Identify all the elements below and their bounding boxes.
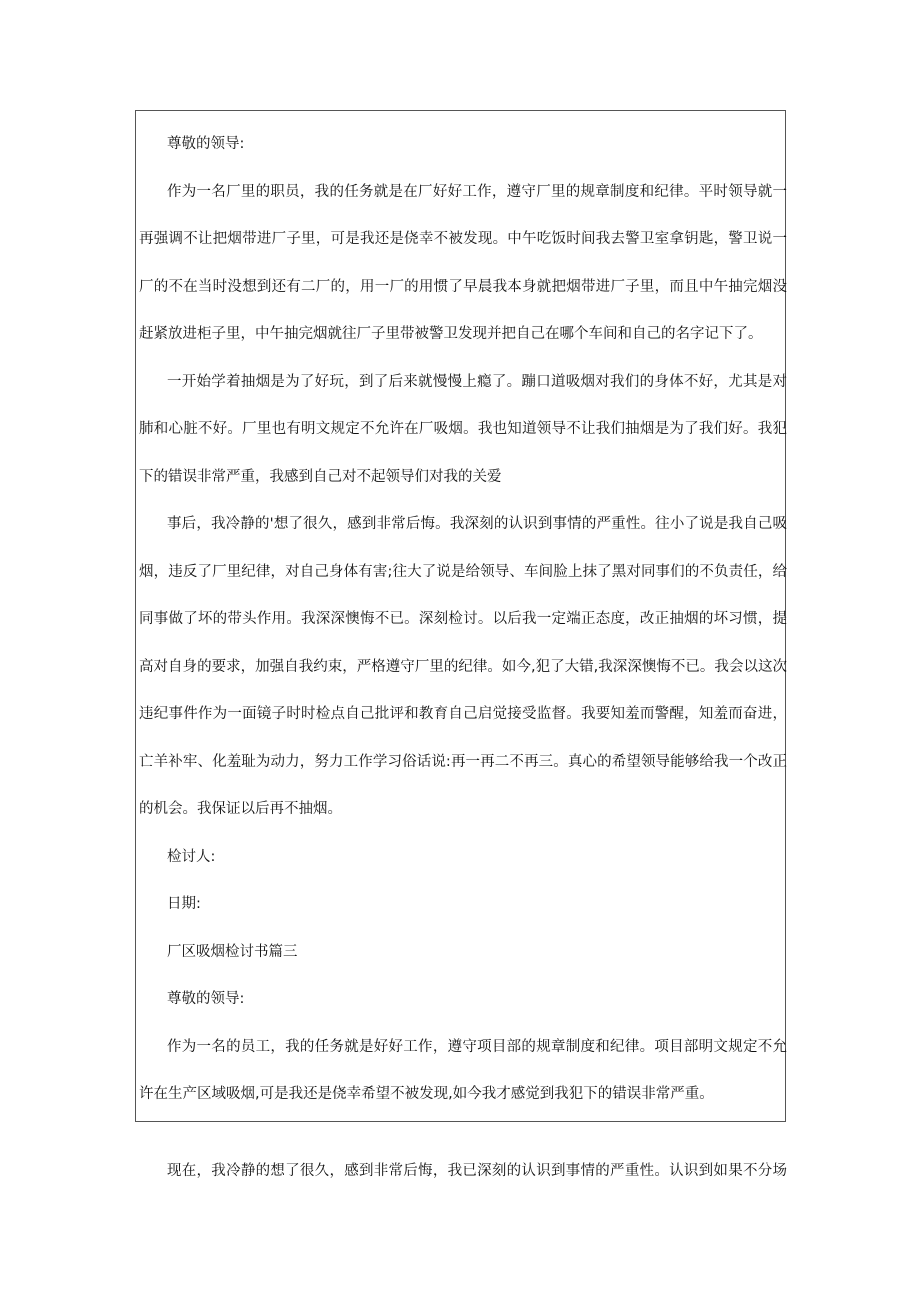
paragraph-line: 肺和心脏不好。厂里也有明文规定不允许在厂吸烟。我也知道领导不让我们抽烟是为了我们好。我犯 xyxy=(139,421,787,437)
paragraph-line: 作为一名的员工，我的任务就是好好工作，遵守项目部的规章制度和纪律。项目部明文规定不允 xyxy=(167,1039,787,1055)
paragraph-line: 下的错误非常严重，我感到自己对不起领导们对我的关爱 xyxy=(139,469,502,485)
paragraph-line: 作为一名厂里的职员，我的任务就是在厂好好工作，遵守厂里的规章制度和纪律。平时领导就一 xyxy=(167,184,787,200)
paragraph-line-after-frame: 现在，我冷静的想了很久，感到非常后悔，我已深刻的认识到事情的严重性。认识到如果不分场 xyxy=(167,1163,787,1179)
paragraph-line: 违纪事件作为一面镜子时时检点自己批评和教育自己启觉接受监督。我要知羞而警醒，知羞而奋进， xyxy=(139,706,787,722)
date-label: 日期: xyxy=(167,896,201,912)
paragraph-line: 高对自身的要求，加强自我约束，严格遵守厂里的纪律。如今,犯了大错,我深深懊悔不已。我会以这次 xyxy=(139,659,787,675)
paragraph-line: 再强调不让把烟带进厂子里，可是我还是侥幸不被发现。中午吃饭时间我去警卫室拿钥匙，警卫说一 xyxy=(139,231,787,247)
paragraph-line: 的机会。我保证以后再不抽烟。 xyxy=(139,801,342,817)
paragraph-line: 厂的不在当时没想到还有二厂的，用一厂的用惯了早晨我本身就把烟带进厂子里，而且中午抽完烟没 xyxy=(139,279,787,295)
salutation: 尊敬的领导: xyxy=(167,991,245,1007)
salutation: 尊敬的领导: xyxy=(167,136,245,152)
paragraph-line: 赶紧放进柜子里，中午抽完烟就往厂子里带被警卫发现并把自己在哪个车间和自己的名字记下了。 xyxy=(139,326,763,342)
paragraph-line: 烟，违反了厂里纪律，对自己身体有害;往大了说是给领导、车间脸上抹了黑对同事们的不负责任，给 xyxy=(139,564,787,580)
paragraph-line: 亡羊补牢、化羞耻为动力，努力工作学习俗话说:再一再二不再三。真心的希望领导能够给我一个改正 xyxy=(139,754,787,770)
section-title: 厂区吸烟检讨书篇三 xyxy=(167,944,298,960)
paragraph-line: 同事做了坏的带头作用。我深深懊悔不已。深刻检讨。以后我一定端正态度，改正抽烟的坏习惯，提 xyxy=(139,611,787,627)
reviewer-label: 检讨人: xyxy=(167,849,216,865)
paragraph-line: 一开始学着抽烟是为了好玩，到了后来就慢慢上瘾了。蹦口道吸烟对我们的身体不好，尤其是对 xyxy=(167,374,787,390)
paragraph-line: 事后，我冷静的'想了很久，感到非常后悔。我深刻的认识到事情的严重性。往小了说是我自己吸 xyxy=(167,516,787,532)
paragraph-line: 许在生产区域吸烟,可是我还是侥幸希望不被发现,如今我才感觉到我犯下的错误非常严重。 xyxy=(139,1086,714,1102)
